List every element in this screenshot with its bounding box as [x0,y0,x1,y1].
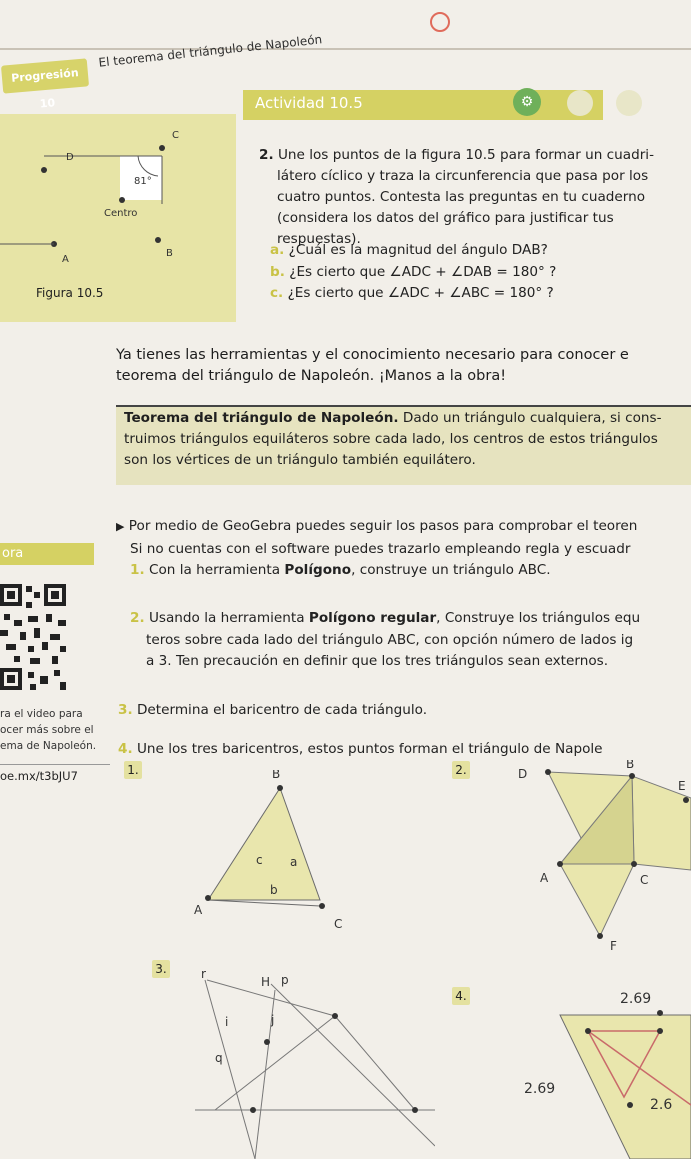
d1-point-b [277,785,283,791]
d4-point-1 [657,1010,663,1016]
question-line-2: látero cíclico y traza la circunferencia que pasa por los [277,168,649,184]
page-title: El teorema del triángulo de Napoleón [97,32,323,70]
d1-base [208,900,320,906]
d2-point-d [545,769,551,775]
diagram-2-number: 2. [452,761,470,779]
d1-point-c [319,903,325,909]
text-a: ¿Cuál es la magnitud del ángulo DAB? [288,242,548,258]
d4-label-top: 2.69 [620,991,652,1007]
question-line-1: Une los puntos de la figura 10.5 para formar un cuadri- [277,147,654,163]
d3-label-p: p [281,973,289,987]
qr-code[interactable] [0,582,70,694]
d2-label-e: E [678,779,686,793]
sidebar-caption [0,706,110,754]
d4-point-3 [657,1028,663,1034]
d1-label-b: B [272,770,281,781]
step-2-bold: Polígono regular [308,610,437,626]
figure-caption: Figura 10.5 [36,286,104,300]
letter-b: b. [270,264,285,280]
d4-point-4 [627,1102,633,1108]
step-4-text: Une los tres baricentros, estos puntos forman el triángulo de Napole [132,741,603,757]
step-2-line-2: teros sobre cada lado del triángulo ABC, con opción número de lados ig [146,632,634,648]
activity-question [259,145,689,250]
arrow-right-icon: ▶ [116,520,125,533]
step-1-num: 1. [130,562,145,578]
d2-label-c: C [640,873,649,887]
text-c: ¿Es cierto que ∠ADC + ∠ABC = 180° ? [287,285,554,301]
sidebar-url[interactable]: oe.mx/t3bJU7 [0,764,110,783]
step-2-pre: Usando la herramienta [144,610,309,626]
step-3 [118,700,427,721]
steps-intro-1-text: Por medio de GeoGebra puedes seguir los pasos para comprobar el teoren [128,518,638,534]
sidebar-caption-line-2: ocer más sobre el [0,724,94,736]
d1-point-a [205,895,211,901]
diagram-3 [195,960,435,1159]
point-d [41,167,47,173]
question-number: 2. [259,147,274,163]
activity-title: Actividad 10.5 [255,94,363,112]
d3-label-r: r [201,967,206,981]
d4-label-right: 2.6 [650,1097,673,1113]
d3-point-2 [264,1039,270,1045]
step-2-post: , Construye los triángulos equ [436,610,641,626]
d3-label-j: j [271,1013,275,1027]
label-d: D [66,152,74,163]
d1-triangle [208,788,320,900]
theorem-text [124,408,691,471]
d1-label-side-a: a [290,855,298,869]
step-4 [118,739,603,760]
point-b [155,237,161,243]
d3-point-3 [250,1107,256,1113]
sub-question-a [270,242,548,258]
d1-label-c: C [334,917,343,931]
text-b: ¿Es cierto que ∠ADC + ∠DAB = 180° ? [289,264,557,280]
d2-label-a: A [540,871,549,885]
label-a: A [62,254,69,265]
d1-label-a: A [194,903,203,917]
theorem-line-2: truimos triángulos equiláteros sobre cada lado, los centros de estos triángulos [124,431,658,447]
d3-line-5 [215,1016,335,1110]
d3-line-1 [205,980,255,1159]
d2-point-e [683,797,689,803]
sub-question-c [270,285,554,301]
diagram-4-number: 4. [452,987,470,1005]
steps-intro-2: Si no cuentas con el software puedes trazarlo empleando regla y escuadr [130,541,631,557]
steps-intro-1 [116,516,637,537]
letter-a: a. [270,242,285,258]
d2-point-c [631,861,637,867]
d3-label-h: H [261,975,271,989]
d3-label-i: i [225,1015,229,1029]
label-b: B [166,248,173,259]
letter-c: c. [270,285,284,301]
step-1-pre: Con la herramienta [144,562,285,578]
d4-label-left: 2.69 [524,1081,556,1097]
diagram-1-number: 1. [124,761,142,779]
theorem-line-3: son los vértices de un triángulo también equilátero. [124,452,476,468]
d2-point-b [629,773,635,779]
sidebar-caption-line-1: ra el video para [0,708,83,720]
intro-line-2: teorema del triángulo de Napoleón. ¡Manos a la obra! [116,368,507,384]
question-line-5: respuestas). [277,231,361,247]
d2-label-d: D [518,767,528,781]
d2-point-f [597,933,603,939]
badge-icon-3 [616,90,642,116]
progression-label: Progresión 10 [1,58,89,93]
step-1-post: , construye un triángulo ABC. [351,562,551,578]
question-line-4: (considera los datos del gráfico para justificar tus [277,210,614,226]
header-ring-icon [430,12,450,32]
sub-question-b [270,264,556,280]
step-1-bold: Polígono [284,562,352,578]
step-4-num: 4. [118,741,133,757]
d2-tri-bottom [560,864,634,936]
theorem-name: Teorema del triángulo de Napoleón. [124,410,399,426]
step-3-num: 3. [118,702,133,718]
step-2-line-3: a 3. Ten precaución en definir que los tres triángulos sean externos. [146,653,609,669]
diagram-2 [500,760,691,960]
step-2 [130,608,640,629]
d2-point-a [557,861,563,867]
sidebar-tab: ora [0,543,94,565]
header-rule [0,48,691,50]
step-3-text: Determina el baricentro de cada triángulo. [132,702,428,718]
point-center [119,197,125,203]
d1-label-side-c: c [256,853,263,867]
d3-label-q: q [215,1051,223,1065]
d3-line-3 [271,984,435,1146]
point-c [159,145,165,151]
step-2-num: 2. [130,610,145,626]
diagram-1 [180,770,380,940]
badge-icon-2 [567,90,593,116]
gear-icon: ⚙ [513,88,541,116]
label-center: Centro [104,208,138,219]
d2-label-f: F [610,939,617,953]
d3-line-2 [207,980,335,1016]
d1-label-side-b: b [270,883,278,897]
intro-line-1: Ya tienes las herramientas y el conocimiento necesario para conocer e [116,347,629,363]
label-c: C [172,130,179,141]
d3-point-4 [412,1107,418,1113]
d3-point-1 [332,1013,338,1019]
label-angle: 81° [134,176,152,187]
intro-paragraph [116,345,691,387]
step-1 [130,560,551,581]
d2-label-b: B [626,760,635,771]
d4-point-2 [585,1028,591,1034]
sidebar-caption-line-3: ema de Napoleón. [0,740,97,752]
d3-line-6 [335,1016,415,1110]
diagram-4 [520,985,691,1159]
question-line-3: cuatro puntos. Contesta las preguntas en tu cuaderno [277,189,646,205]
theorem-line-1: Dado un triángulo cualquiera, si cons- [398,410,662,426]
diagram-3-number: 3. [152,960,170,978]
